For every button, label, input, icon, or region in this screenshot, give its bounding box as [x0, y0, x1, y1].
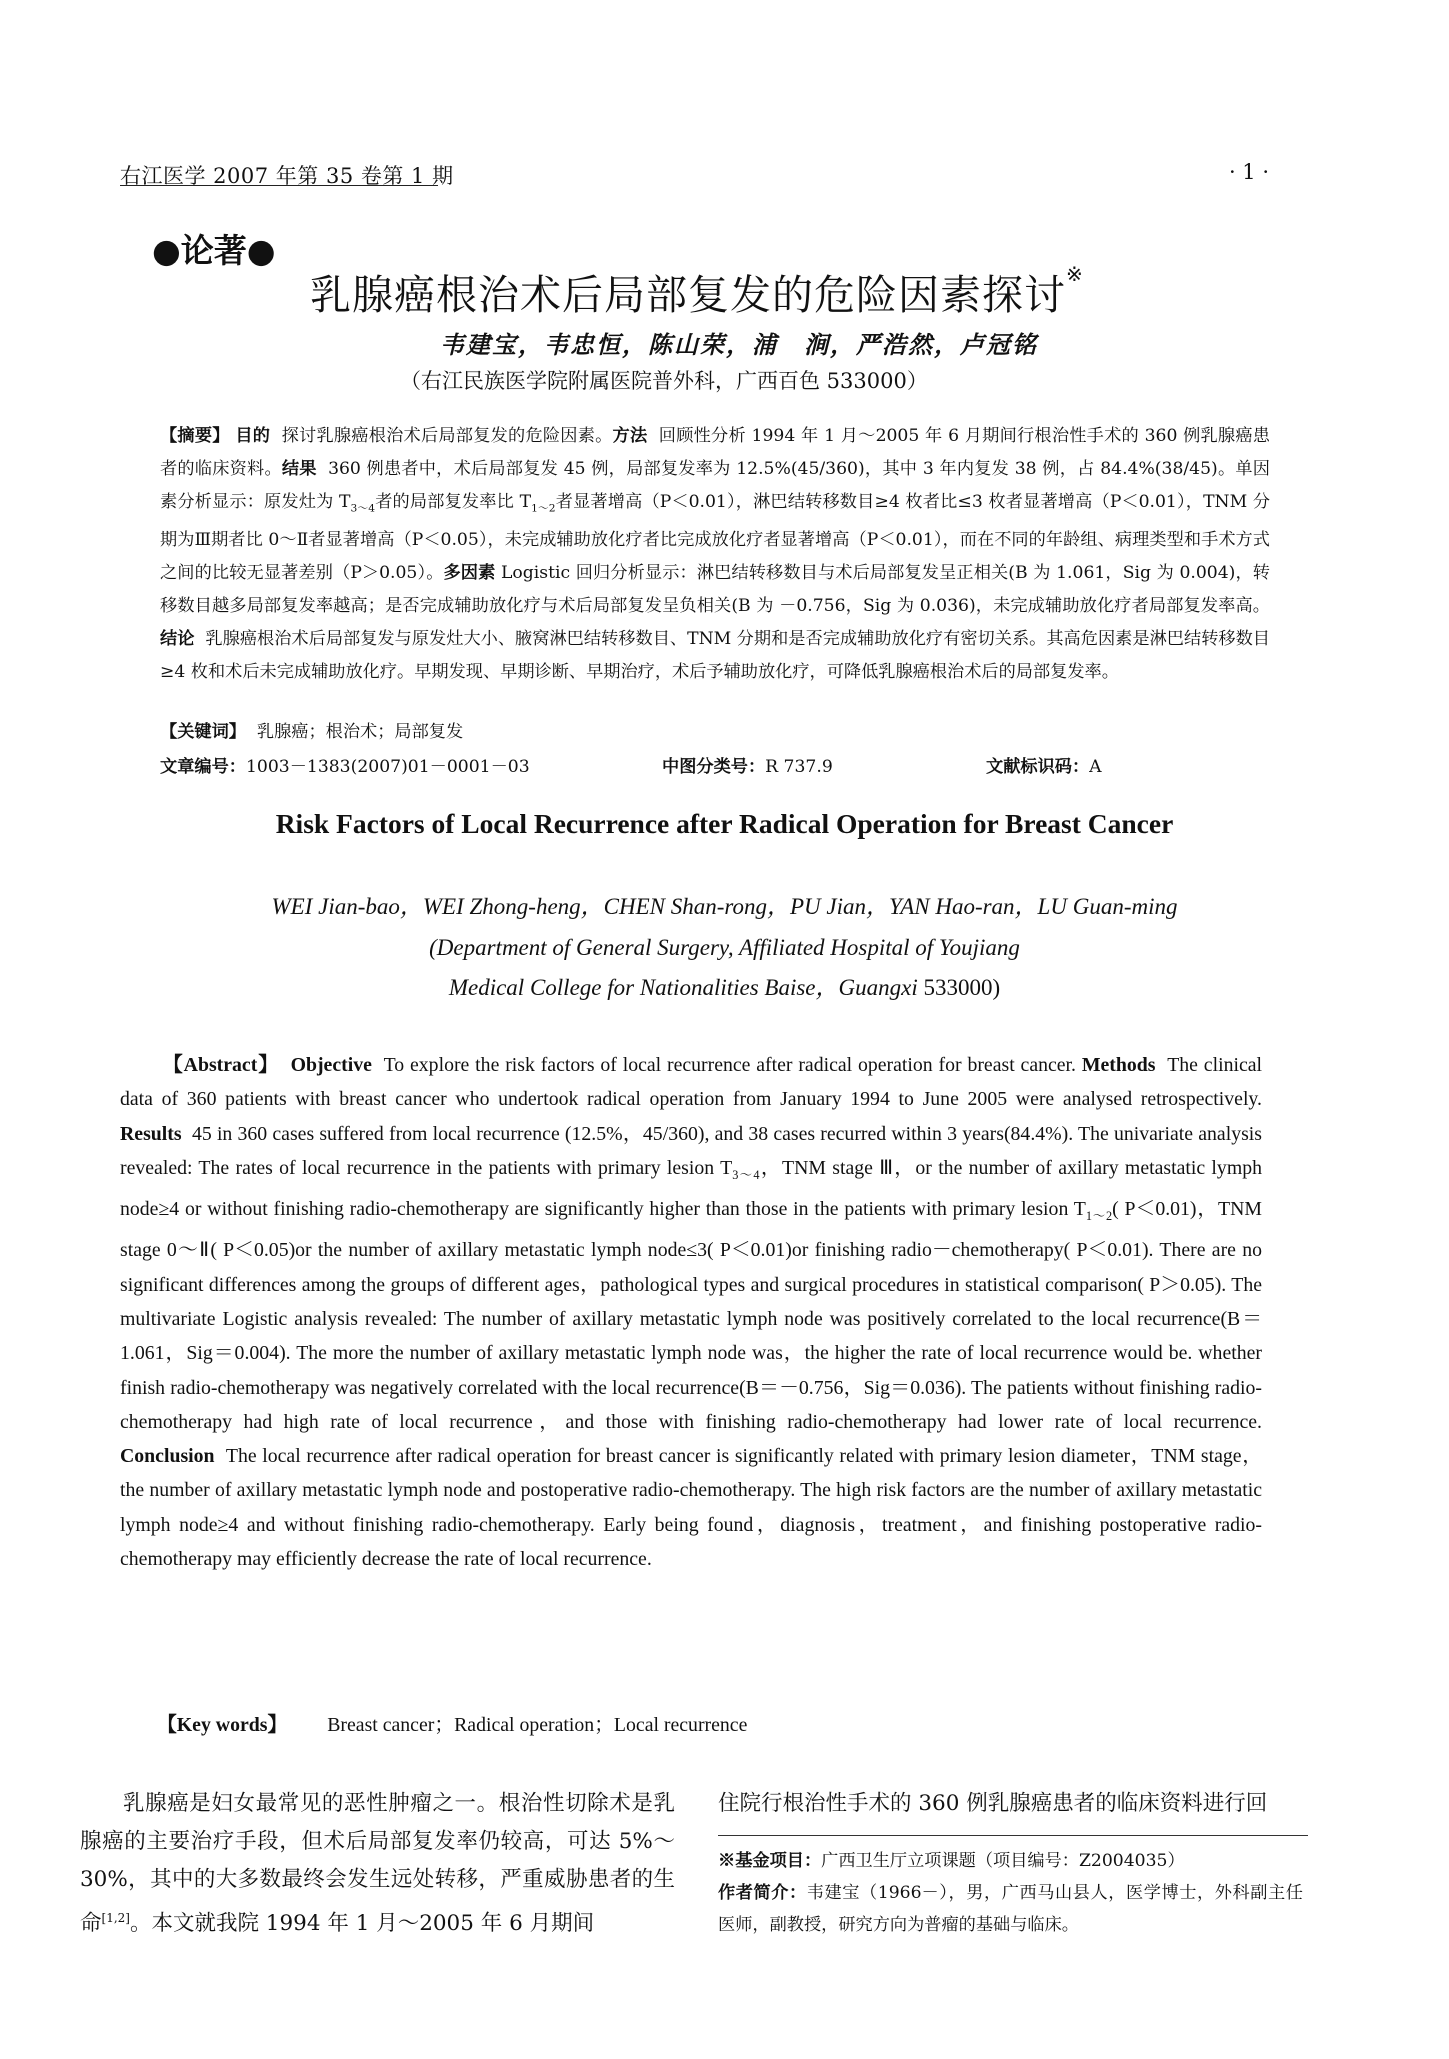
clc-label: 中图分类号：: [662, 757, 766, 777]
keywords-cn: [160, 717, 463, 742]
title-cn-text: 乳腺癌根治术后局部复发的危险因素探讨: [310, 271, 1066, 319]
header-underline: [120, 185, 438, 186]
abstract-cn-label: 【摘要】: [160, 426, 230, 446]
document-code-label: 文献标识码：: [986, 757, 1090, 777]
multivariate-cn-label: 多因素: [443, 563, 496, 584]
body-left-column: [80, 1785, 675, 1943]
body-left-text-1: 乳腺癌是妇女最常见的恶性肿瘤之一。根治性切除术是乳腺癌的主要治疗手段，但术后局部复发率仍较高，可达 5%～30%，其中的大多数最终会发生远处转移，严重威胁患者的生命: [80, 1791, 675, 1937]
results-en-label: Results: [120, 1122, 182, 1145]
conclusion-cn-label: 结论: [160, 629, 195, 650]
keywords-cn-label: 【关键词】: [160, 722, 246, 742]
document-code-value: A: [1089, 757, 1102, 777]
abstract-en-label: 【Abstract】: [163, 1054, 279, 1076]
objective-cn-label: 目的: [235, 426, 271, 446]
results-cn-sub-2: 1～2: [531, 501, 556, 515]
results-en-3: ( P＜0.01)，TNM stage 0～Ⅱ( P＜0.05)or the number of axillary metastatic lymph node≤3( P＜0.01)or finishing radio－chemotherapy( P＜0.01). There are no significant differences among the groups of different ages，pathological types and surgical procedures in statistical comparison( P＞0.05). The multivariate Logistic analysis revealed: The number of axillary metastatic lymph node was positively correlated to the local recurrence(B＝1.061，Sig＝0.004). The more the number of axillary metastatic lymph node was，the higher the rate of local recurrence would be. whether finish radio-chemotherapy was negatively correlated with the local recurrence(B＝－0.756，Sig＝0.036). The patients without finishing radio-chemotherapy had high rate of local recurrence，and those with finishing radio-chemotherapy had lower rate of local recurrence.: [120, 1198, 1262, 1433]
abstract-cn: [160, 420, 1270, 689]
title-en: Risk Factors of Local Recurrence after Radical Operation for Breast Cancer: [275, 808, 1174, 839]
authors-cn: 韦建宝，韦忠恒，陈山荣，浦 涧，严浩然，卢冠铭: [440, 330, 1038, 359]
conclusion-cn: 乳腺癌根治术后局部复发与原发灶大小、腋窝淋巴结转移数目、TNM 分期和是否完成辅助放化疗有密切关系。其高危因素是淋巴结转移数目≥4 枚和术后未完成辅助放化疗。早期发现、早期诊断、早期治疗，术后予辅助放化疗，可降低乳腺癌根治术后的局部复发率。: [160, 629, 1270, 683]
section-label: ●论著●: [152, 231, 276, 270]
results-cn-1: 360 例患者中，术后局部复发 45 例，局部复发率为 12.5%(45/360)，其中 3 年内复发 38 例，占 84.4%(38/45)。单因素分析显示：原发灶为 T: [160, 459, 1270, 512]
methods-en: The clinical data of 360 patients with breast cancer who undertook radical operation from January 1994 to June 2005 were analysed retrospectively.: [120, 1054, 1263, 1111]
title-footnote-mark: ※: [1066, 262, 1084, 286]
article-number-value: 1003－1383(2007)01－0001－03: [245, 757, 530, 777]
affiliation-en-postcode: 533000): [923, 975, 1001, 1000]
objective-en-label: Objective: [290, 1054, 372, 1076]
affiliation-en: [0, 928, 1449, 1008]
page-number: · 1 ·: [1228, 160, 1269, 184]
keywords-en-text: Breast cancer；Radical operation；Local recurrence: [327, 1714, 748, 1736]
results-cn-sub-1: 3～4: [350, 501, 376, 515]
footnote-divider: [718, 1835, 1308, 1836]
clc-number: [662, 752, 833, 777]
affiliation-cn: （右江民族医学院附属医院普外科，广西百色 533000）: [400, 369, 928, 393]
author-bio-text: 韦建宝（1966－），男，广西马山县人，医学博士，外科副主任医师，副教授，研究方向为普瘤的基础与临床。: [718, 1883, 1303, 1935]
footnote-fund: [718, 1845, 1303, 1877]
authors-en: WEI Jian-bao，WEI Zhong-heng，CHEN Shan-rong，PU Jian，YAN Hao-ran，LU Guan-ming: [271, 894, 1178, 919]
abstract-en: [120, 1048, 1262, 1576]
conclusion-en: The local recurrence after radical operation for breast cancer is significantly related with primary lesion diameter，TNM stage，the number of axillary metastatic lymph node and postoperative radio-chemotherapy. The high risk factors are the number of axillary metastatic lymph node≥4 and without finishing radio-chemotherapy. Early being found，diagnosis，treatment，and finishing postoperative radio-chemotherapy may efficiently decrease the rate of local recurrence.: [120, 1445, 1263, 1571]
fund-label: ※基金项目：: [718, 1851, 822, 1871]
keywords-cn-text: 乳腺癌；根治术；局部复发: [256, 722, 464, 742]
results-cn-3: 者显著增高（P＜0.01），淋巴结转移数目≥4 枚者比≤3 枚者显著增高（P＜0.01），TNM 分期为Ⅲ期者比 0～Ⅱ者显著增高（P＜0.05），未完成辅助放化疗者比完成放化疗者显著增高（P＜0.01），而在不同的年龄组、病理类型和手术方式之间的比较无显著差别（P＞0.05）。: [160, 492, 1271, 584]
results-en-1: 45 in 360 cases suffered from local recurrence (12.5%，45/360), and 38 cases recurred within 3 years(84.4%). The univariate analysis revealed: The rates of local recurrence in the patients with primary lesion T: [120, 1122, 1262, 1179]
article-number-label: 文章编号：: [160, 757, 246, 777]
journal-header: 右江医学 2007 年第 35 卷第 1 期: [120, 164, 454, 188]
methods-cn: 回顾性分析 1994 年 1 月～2005 年 6 月期间行根治性手术的 360 例乳腺癌患者的临床资料。: [160, 426, 1270, 479]
footnotes: [718, 1845, 1303, 1941]
results-en-2: ，TNM stage Ⅲ，or the number of axillary metastatic lymph node≥4 or without finishing radio-chemotherapy are significantly higher than those in the patients with primary lesion T: [120, 1156, 1262, 1221]
results-en-sub-1: 3～4: [732, 1167, 760, 1182]
methods-cn-label: 方法: [612, 426, 648, 446]
affiliation-en-line2-text: Medical College for Nationalities Baise，Guangxi: [448, 975, 918, 1000]
citation: [1,2]: [101, 1911, 130, 1925]
affiliation-en-line1: (Department of General Surgery, Affiliated Hospital of Youjiang: [429, 935, 1020, 960]
affiliation-en-line2: [0, 968, 1449, 1008]
keywords-en: [157, 1708, 747, 1737]
objective-en: To explore the risk factors of local recurrence after radical operation for breast cancer.: [383, 1054, 1076, 1076]
objective-cn: 探讨乳腺癌根治术后局部复发的危险因素。: [281, 426, 613, 446]
results-cn-4: Logistic 回归分析显示：淋巴结转移数目与术后局部复发呈正相关(B 为 1.061，Sig 为 0.004)，转移数目越多局部复发率越高；是否完成辅助放化疗与术后局部复发呈负相关(B 为 －0.756，Sig 为 0.036)，未完成辅助放化疗者局部复发率高。: [160, 563, 1270, 617]
keywords-en-label: 【Key words】: [157, 1714, 288, 1736]
conclusion-en-label: Conclusion: [120, 1445, 215, 1468]
article-number: [160, 752, 530, 777]
body-right-column: 住院行根治性手术的 360 例乳腺癌患者的临床资料进行回: [718, 1791, 1268, 1816]
results-cn-2: 者的局部复发率比 T: [375, 492, 532, 512]
author-bio-label: 作者简介：: [718, 1883, 807, 1903]
document-code: [986, 752, 1102, 777]
body-left-text-2: 。本文就我院 1994 年 1 月～2005 年 6 月期间: [129, 1911, 595, 1937]
methods-en-label: Methods: [1081, 1054, 1156, 1076]
clc-value: R 737.9: [765, 757, 833, 777]
title-cn: [310, 262, 1084, 321]
results-cn-label: 结果: [281, 459, 317, 479]
results-en-sub-2: 1～2: [1085, 1209, 1113, 1224]
footnote-author: [718, 1877, 1303, 1941]
fund-text: 广西卫生厅立项课题（项目编号：Z2004035）: [821, 1851, 1185, 1871]
